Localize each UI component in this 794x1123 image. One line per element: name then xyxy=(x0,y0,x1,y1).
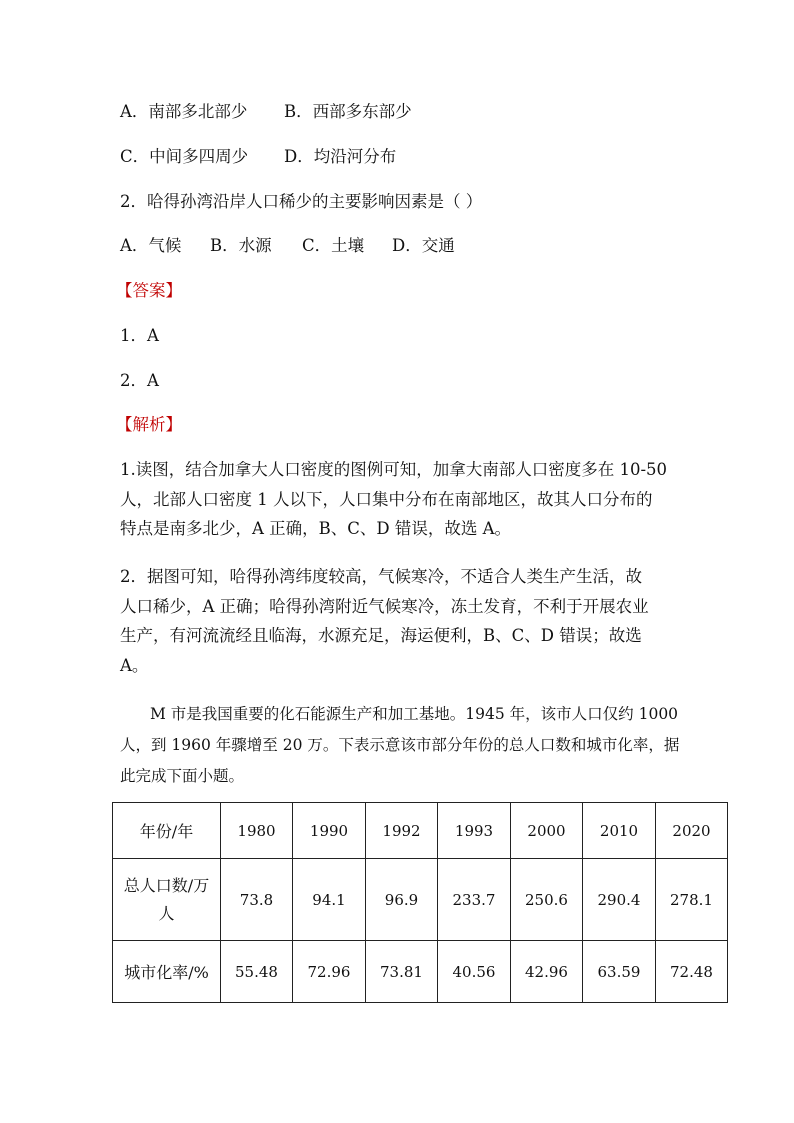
population-table xyxy=(112,802,728,1003)
intro-line: 此完成下面小题。 xyxy=(120,767,245,785)
q2-option-a: A．气候 xyxy=(120,236,182,255)
analysis-p1-line: 人，北部人口密度 1 人以下，人口集中分布在南部地区，故其人口分布的 xyxy=(120,489,653,509)
table-cell: 290.4 xyxy=(583,859,656,941)
table-cell: 94.1 xyxy=(293,859,366,941)
table-cell: 73.8 xyxy=(221,859,293,941)
table-header-cell: 1990 xyxy=(293,803,366,859)
q1-option-c: C．中间多四周少 xyxy=(120,147,249,166)
analysis-paragraph-1 xyxy=(120,455,675,544)
intro-line: M 市是我国重要的化石能源生产和加工基地。1945 年，该市人口仅约 1000 xyxy=(150,705,679,723)
analysis-p1-line: 特点是南多北少，A 正确，B、C、D 错误，故选 A。 xyxy=(120,519,512,538)
table-cell: 63.59 xyxy=(583,941,656,1003)
table-row-label: 城市化率/% xyxy=(113,941,221,1003)
table-cell: 42.96 xyxy=(511,941,583,1003)
table-cell: 96.9 xyxy=(366,859,438,941)
analysis-p1-line: 1.读图，结合加拿大人口密度的图例可知，加拿大南部人口密度多在 10-50 xyxy=(120,460,668,479)
analysis-paragraph-2 xyxy=(120,562,675,680)
table-row-urbanization xyxy=(113,941,728,1003)
answer-line-1: 1．A xyxy=(120,326,159,345)
table-cell: 55.48 xyxy=(221,941,293,1003)
table-cell: 278.1 xyxy=(656,859,728,941)
table-cell: 250.6 xyxy=(511,859,583,941)
table-cell: 73.81 xyxy=(366,941,438,1003)
table-header-cell: 1980 xyxy=(221,803,293,859)
q2-option-b: B．水源 xyxy=(210,236,272,255)
table-header-cell: 2000 xyxy=(511,803,583,859)
answer-line-2: 2．A xyxy=(120,371,159,390)
material-intro xyxy=(120,699,680,792)
table-header-cell: 1993 xyxy=(438,803,511,859)
intro-line: 人，到 1960 年骤增至 20 万。下表示意该市部分年份的总人口数和城市化率，据 xyxy=(120,736,680,754)
q2-option-c: C．土壤 xyxy=(302,236,365,255)
q1-option-d: D．均沿河分布 xyxy=(284,147,397,166)
table-cell: 40.56 xyxy=(438,941,511,1003)
analysis-p2-line: 人口稀少，A 正确；哈得孙湾附近气候寒冷，冻土发育，不利于开展农业 xyxy=(120,596,649,616)
table-row-label: 总人口数/万人 xyxy=(113,859,221,941)
table-header-cell: 2020 xyxy=(656,803,728,859)
analysis-p2-line: 生产，有河流流经且临海，水源充足，海运便利，B、C、D 错误；故选 xyxy=(120,626,642,645)
q2-option-d: D．交通 xyxy=(392,236,455,255)
q1-option-a: A．南部多北部少 xyxy=(120,102,248,121)
analysis-label: 【解析】 xyxy=(116,415,182,434)
analysis-p2-line: 2．据图可知，哈得孙湾纬度较高，气候寒冷，不适合人类生产生活，故 xyxy=(120,567,642,586)
table-cell: 233.7 xyxy=(438,859,511,941)
table-header-cell: 1992 xyxy=(366,803,438,859)
table-row-population xyxy=(113,859,728,941)
table-row-year xyxy=(113,803,728,859)
table-header-cell: 年份/年 xyxy=(113,803,221,859)
table-cell: 72.96 xyxy=(293,941,366,1003)
q1-option-b: B．西部多东部少 xyxy=(284,102,412,121)
table-header-cell: 2010 xyxy=(583,803,656,859)
answer-label: 【答案】 xyxy=(116,281,182,300)
q2-stem: 2．哈得孙湾沿岸人口稀少的主要影响因素是（ ） xyxy=(120,192,483,211)
analysis-p2-line: A。 xyxy=(120,655,149,675)
table-cell: 72.48 xyxy=(656,941,728,1003)
